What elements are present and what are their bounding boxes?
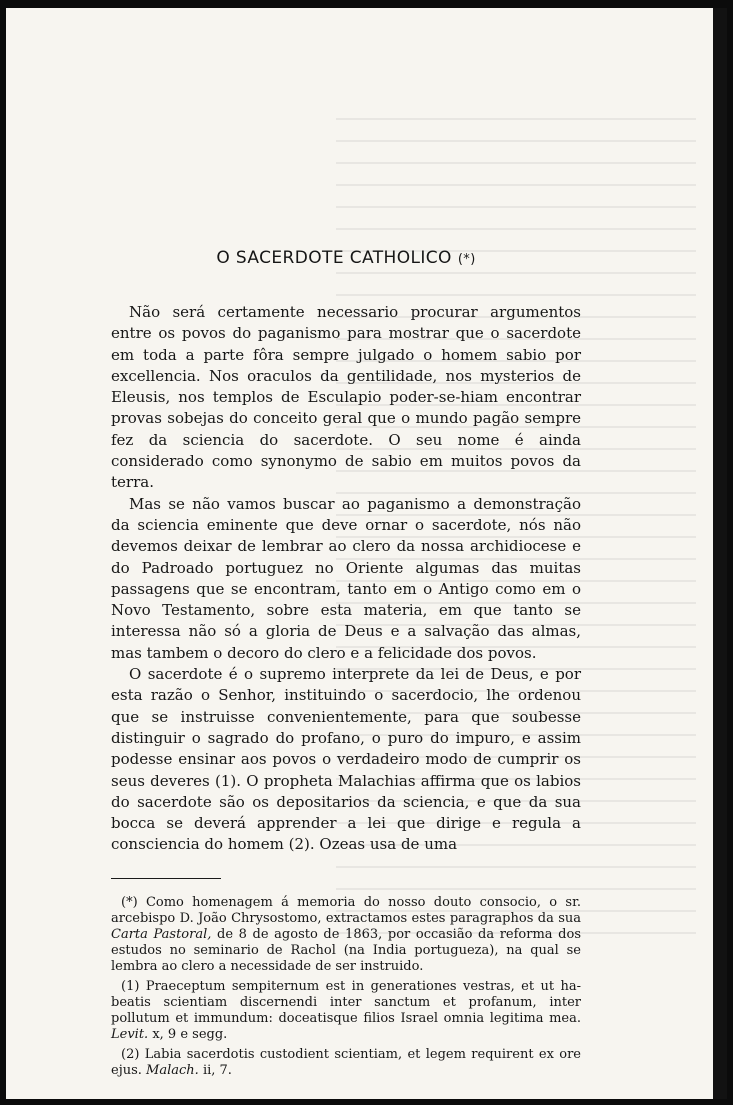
footnote-2	[111, 1047, 581, 1079]
footnotes	[111, 895, 581, 1079]
footnote-2-source: Malach.	[146, 1062, 199, 1078]
page-content	[111, 248, 581, 1083]
body-text	[111, 302, 581, 856]
footnote-star-marker: (*)	[121, 894, 138, 910]
footnote-star-rest: de 8 de agosto de 1863, por occasião da reforma dos estudos no seminario de Rachol (na India portugueza), na qual se lembra ao clero a necessidade de ser instruido.	[111, 926, 581, 974]
footnote-star	[111, 895, 581, 975]
footnote-star-title: Carta Pastoral,	[111, 926, 212, 942]
footnote-1-text: (1) Praeceptum sempiternum est in generationes vestras, et ut habeatis scientiam discernendi inter sanctum et profanum, inter pollutum et immundum: doceatisque filios Israel omnia legitima mea.	[111, 978, 581, 1026]
paragraph-2: Mas se não vamos buscar ao paganismo a demonstração da sciencia eminente que deve ornar o sacerdote, nós não devemos deixar de lembrar ao clero da nossa archidiocese e do Padroado portuguez no Oriente algumas das muitas passagens que se encontram, tanto em o Antigo como em o Novo Testamento, sobre esta materia, em que tanto se interessa não só a gloria de Deus e a salvação das almas, mas tambem o decoro do clero e a felicidade dos povos.	[111, 494, 581, 662]
footnote-2-ref: ii, 7.	[202, 1062, 232, 1078]
footnote-star-text: Como homenagem á memoria do nosso douto consocio, o sr. arcebispo D. João Chrysostomo, extractamos estes paragraphos da sua	[111, 894, 581, 926]
footnote-1-ref: x, 9 e segg.	[152, 1026, 228, 1042]
footnote-divider	[111, 878, 221, 879]
scan-edge	[713, 8, 727, 1099]
title-footnote-mark: (*)	[457, 252, 476, 267]
paragraph-1: Não será certamente necessario procurar argumentos entre os povos do paganismo para mostrar que o sacerdote em toda a parte fôra sempre julgado o homem sabio por excellencia. Nos oraculos da gentilidade, nos mysterios de Eleusis, nos templos de Esculapio poder-se-hiam encontrar provas sobejas do conceito geral que o mundo pagão sempre fez da sciencia do sacerdote. O seu nome é ainda considerado como synonymo de sabio em muitos povos da terra.	[111, 303, 581, 492]
paragraph-3: O sacerdote é o supremo interprete da lei de Deus, e por esta razão o Senhor, instituindo o sacerdocio, lhe ordenou que se instruisse convenientemente, para que soubesse distinguir o sagrado do profano, o puro do impuro, e assim podesse ensinar aos povos o verdadeiro modo de cumprir os seus deveres (1). O propheta Malachias affirma que os labios do sacerdote são os depositarios da sciencia, e que da sua bocca se deverá apprender a lei que dirige e regula a consciencia do homem (2). Ozeas usa de uma	[111, 665, 581, 854]
footnote-1	[111, 979, 581, 1043]
title-text: O SACERDOTE CATHOLICO	[216, 248, 452, 268]
footnote-2-text: (2) Labia sacerdotis custodient scientiam, et legem requirent ex ore ejus.	[111, 1046, 581, 1078]
footnote-1-source: Levit.	[111, 1026, 149, 1042]
page-title	[111, 248, 581, 268]
